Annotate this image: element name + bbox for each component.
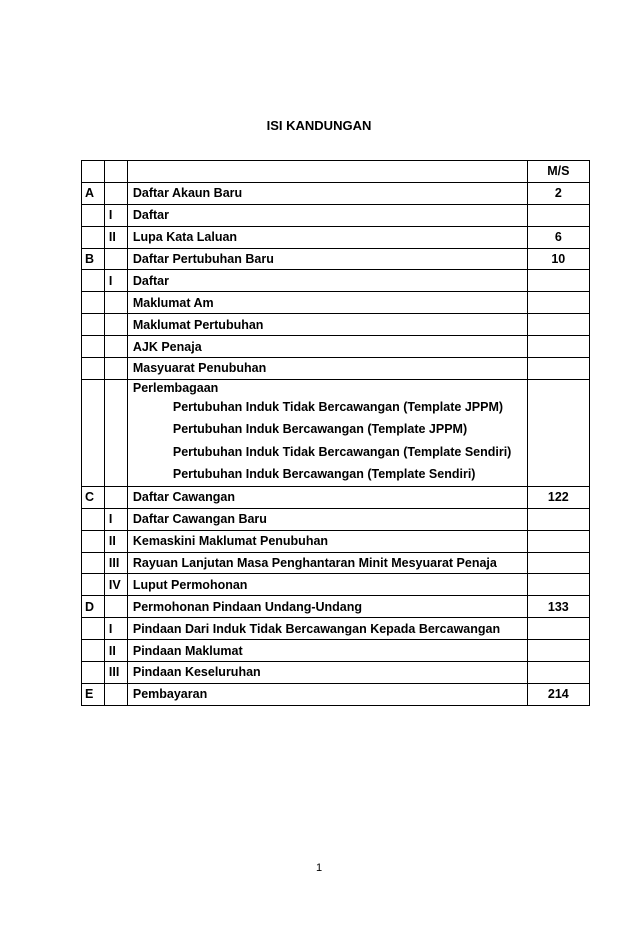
toc-cell-page xyxy=(527,640,589,662)
toc-cell-page: 122 xyxy=(527,486,589,508)
toc-cell-page: 10 xyxy=(527,248,589,270)
toc-row-perlembagaan xyxy=(82,379,590,486)
toc-cell-label: Lupa Kata Laluan xyxy=(127,226,527,248)
toc-row xyxy=(82,618,590,640)
toc-cell-label: Pindaan Maklumat xyxy=(127,640,527,662)
toc-cell-letter: E xyxy=(82,683,105,705)
toc-cell-roman xyxy=(104,336,127,358)
toc-cell-label: Daftar xyxy=(127,204,527,226)
toc-cell-page xyxy=(527,314,589,336)
toc-cell-letter xyxy=(82,574,105,596)
toc-row xyxy=(82,226,590,248)
perlembagaan-sub-item: Pertubuhan Induk Tidak Bercawangan (Template Sendiri) xyxy=(172,444,512,459)
toc-row xyxy=(82,508,590,530)
toc-cell-letter xyxy=(82,640,105,662)
toc-cell-label: AJK Penaja xyxy=(127,336,527,358)
toc-cell-roman: I xyxy=(104,270,127,292)
perlembagaan-sub-item: Pertubuhan Induk Bercawangan (Template JPPM) xyxy=(172,422,468,437)
toc-row xyxy=(82,683,590,705)
toc-cell-letter xyxy=(82,508,105,530)
toc-cell-page xyxy=(527,552,589,574)
toc-row xyxy=(82,574,590,596)
toc-cell-letter xyxy=(82,336,105,358)
toc-cell-letter xyxy=(82,662,105,684)
toc-row xyxy=(82,552,590,574)
toc-cell-roman: IV xyxy=(104,574,127,596)
toc-cell-letter xyxy=(82,552,105,574)
toc-cell-letter xyxy=(82,204,105,226)
toc-cell-roman: I xyxy=(104,508,127,530)
toc-cell-roman xyxy=(104,486,127,508)
toc-row xyxy=(82,314,590,336)
toc-cell-label: Maklumat Pertubuhan xyxy=(127,314,527,336)
toc-cell-roman xyxy=(104,596,127,618)
toc-cell-letter: C xyxy=(82,486,105,508)
toc-row xyxy=(82,248,590,270)
toc-cell-roman: II xyxy=(104,226,127,248)
toc-cell-page: 6 xyxy=(527,226,589,248)
toc-cell-page: 2 xyxy=(527,182,589,204)
toc-row xyxy=(82,358,590,380)
toc-cell-label: Maklumat Am xyxy=(127,292,527,314)
toc-cell-page xyxy=(527,292,589,314)
toc-cell-page xyxy=(527,662,589,684)
toc-row xyxy=(82,530,590,552)
toc-cell-roman xyxy=(104,161,127,183)
toc-cell-roman: I xyxy=(104,204,127,226)
toc-row xyxy=(82,204,590,226)
toc-row xyxy=(82,596,590,618)
toc-cell-letter xyxy=(82,379,105,486)
toc-cell-roman: III xyxy=(104,662,127,684)
toc-cell-page xyxy=(527,270,589,292)
toc-cell-letter: B xyxy=(82,248,105,270)
toc-table xyxy=(81,160,590,706)
toc-cell-roman: II xyxy=(104,640,127,662)
toc-cell-label: Pembayaran xyxy=(127,683,527,705)
toc-cell-label xyxy=(127,379,527,486)
toc-row xyxy=(82,182,590,204)
toc-cell-page xyxy=(527,379,589,486)
toc-cell-label: Luput Permohonan xyxy=(127,574,527,596)
toc-cell-label: Pindaan Dari Induk Tidak Bercawangan Kepada Bercawangan xyxy=(127,618,527,640)
toc-row xyxy=(82,292,590,314)
toc-cell-letter xyxy=(82,314,105,336)
toc-cell-page xyxy=(527,618,589,640)
toc-cell-page xyxy=(527,204,589,226)
toc-cell-roman xyxy=(104,292,127,314)
toc-cell-label: Daftar Akaun Baru xyxy=(127,182,527,204)
toc-cell-roman xyxy=(104,182,127,204)
toc-cell-label: Masyuarat Penubuhan xyxy=(127,358,527,380)
toc-cell-roman xyxy=(104,358,127,380)
toc-cell-label: Daftar Pertubuhan Baru xyxy=(127,248,527,270)
page-number: 1 xyxy=(315,862,323,874)
toc-cell-label: Permohonan Pindaan Undang-Undang xyxy=(127,596,527,618)
toc-cell-letter: A xyxy=(82,182,105,204)
toc-cell-letter xyxy=(82,226,105,248)
toc-cell-letter xyxy=(82,618,105,640)
toc-cell-label: Daftar Cawangan Baru xyxy=(127,508,527,530)
toc-cell-page xyxy=(527,358,589,380)
toc-row xyxy=(82,640,590,662)
toc-row xyxy=(82,486,590,508)
toc-cell-page xyxy=(527,336,589,358)
toc-cell-letter xyxy=(82,292,105,314)
toc-cell-roman: II xyxy=(104,530,127,552)
toc-cell-roman: III xyxy=(104,552,127,574)
toc-cell-letter xyxy=(82,161,105,183)
page-title: ISI KANDUNGAN xyxy=(266,118,372,133)
toc-cell-label: Rayuan Lanjutan Masa Penghantaran Minit Mesyuarat Penaja xyxy=(127,552,527,574)
toc-row xyxy=(82,336,590,358)
toc-cell-page: 214 xyxy=(527,683,589,705)
toc-cell-label: Daftar Cawangan xyxy=(127,486,527,508)
perlembagaan-label: Perlembagaan xyxy=(132,380,219,395)
toc-cell-roman: I xyxy=(104,618,127,640)
toc-cell-letter xyxy=(82,530,105,552)
toc-cell-letter xyxy=(82,270,105,292)
toc-cell-roman xyxy=(104,683,127,705)
toc-cell-letter: D xyxy=(82,596,105,618)
toc-cell-roman xyxy=(104,379,127,486)
toc-cell-page xyxy=(527,530,589,552)
toc-header-ms: M/S xyxy=(527,161,589,183)
toc-cell-page xyxy=(527,574,589,596)
toc-cell-page: 133 xyxy=(527,596,589,618)
perlembagaan-sub-item: Pertubuhan Induk Bercawangan (Template Sendiri) xyxy=(172,467,476,482)
toc-cell-label xyxy=(127,161,527,183)
toc-cell-label: Kemaskini Maklumat Penubuhan xyxy=(127,530,527,552)
toc-cell-letter xyxy=(82,358,105,380)
toc-row xyxy=(82,662,590,684)
toc-row xyxy=(82,270,590,292)
toc-cell-label: Daftar xyxy=(127,270,527,292)
toc-cell-label: Pindaan Keseluruhan xyxy=(127,662,527,684)
toc-cell-page xyxy=(527,508,589,530)
toc-cell-roman xyxy=(104,314,127,336)
perlembagaan-sub-item: Pertubuhan Induk Tidak Bercawangan (Template JPPM) xyxy=(172,399,504,414)
toc-cell-roman xyxy=(104,248,127,270)
toc-header-row xyxy=(82,161,590,183)
